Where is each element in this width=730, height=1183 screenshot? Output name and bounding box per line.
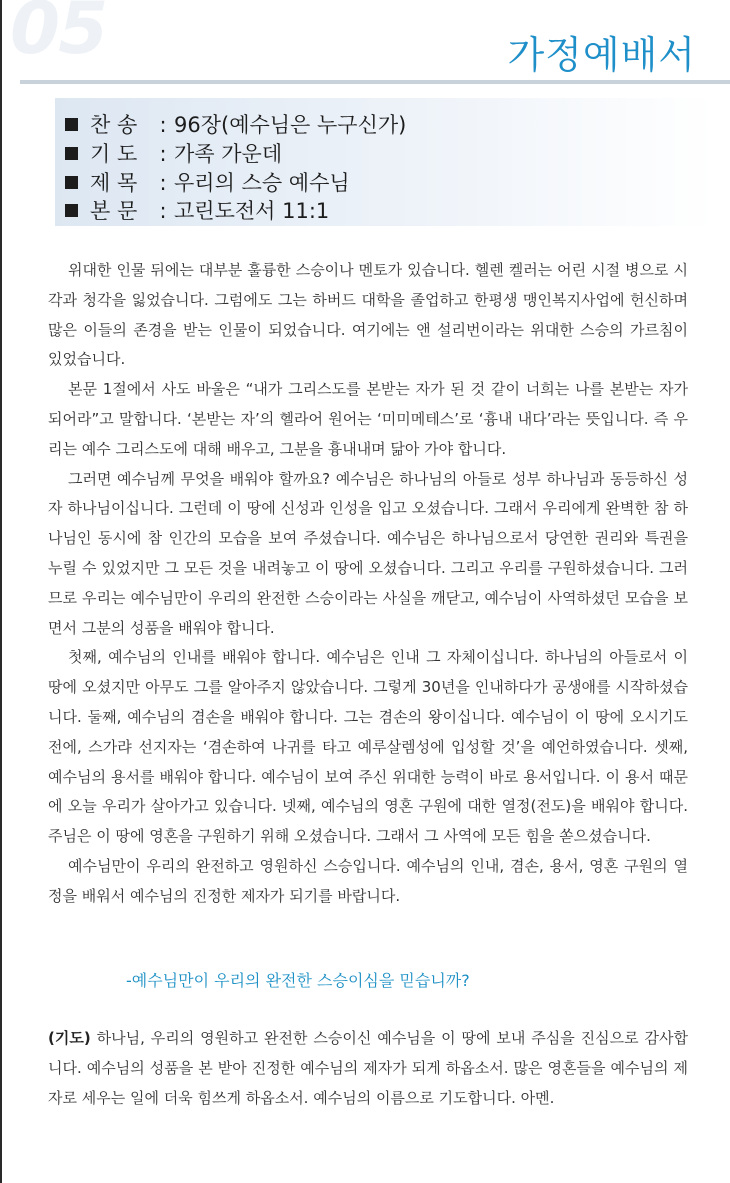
info-row-prayer: 기 도 : 가족 가운데: [65, 138, 282, 168]
sermon-body: [48, 256, 688, 912]
reflection-question: -예수님만이 우리의 완전한 스승이심을 믿습니까?: [126, 971, 470, 990]
prayer-label: (기도): [48, 1029, 91, 1047]
paragraph: 첫째, 예수님의 인내를 배워야 합니다. 예수님은 인내 그 자체이십니다. 하나님의 아들로서 이 땅에 오셨지만 아무도 그를 알아주지 않았습니다. 그렇게 30년을 인내하다가 공생애를 시작하셨습니다. 둘째, 예수님의 겸손을 배워야 합니다. 그는 겸손의 왕이십니다. 예수님이 이 땅에 오시기도 전에, 스가랴 선지자는 ‘겸손하여 나귀를 타고 예루살렘성에 입성할 것’을 예언하였습니다. 셋째, 예수님의 용서를 배워야 합니다. 예수님이 보여 주신 위대한 능력이 바로 용서입니다. 이 용서 때문에 오늘 우리가 살아가고 있습니다. 넷째, 예수님의 영혼 구원에 대한 열정(전도)을 배워야 합니다. 주님은 이 땅에 영혼을 구원하기 위해 오셨습니다. 그래서 그 사역에 모든 힘을 쏟으셨습니다.: [48, 648, 688, 846]
info-value: 96장(예수님은 누구신가): [174, 113, 407, 137]
square-bullet-icon: [65, 147, 78, 160]
info-row-scripture: 본 문 : 고린도전서 11:1: [65, 195, 329, 225]
info-value: 우리의 스승 예수님: [174, 171, 350, 195]
info-label: 제 목: [90, 171, 138, 195]
page-title: 가정예배서: [507, 33, 696, 77]
left-border-line: [0, 0, 2, 1183]
square-bullet-icon: [65, 204, 78, 217]
info-label: 찬 송: [90, 113, 138, 137]
page-number: 05: [10, 0, 107, 70]
prayer-text: 하나님, 우리의 영원하고 완전한 스승이신 예수님을 이 땅에 보내 주심을 진심으로 감사합니다. 예수님의 성품을 본 받아 진정한 예수님의 제자가 되게 하옵소서. 많은 영혼들을 예수님의 제자로 세우는 일에 더욱 힘쓰게 하옵소서. 예수님의 이름으로 기도합니다. 아멘.: [48, 1029, 688, 1107]
info-value: 고린도전서 11:1: [174, 199, 330, 223]
paragraph: 위대한 인물 뒤에는 대부분 훌륭한 스승이나 멘토가 있습니다. 헬렌 켈러는 어린 시절 병으로 시각과 청각을 잃었습니다. 그럼에도 그는 하버드 대학을 졸업하고 한평생 맹인복지사업에 헌신하며 많은 이들의 존경을 받는 인물이 되었습니다. 여기에는 앤 설리번이라는 위대한 스승의 가르침이 있었습니다.: [48, 261, 688, 369]
info-row-subject: 제 목 : 우리의 스승 예수님: [65, 167, 350, 197]
square-bullet-icon: [65, 176, 78, 189]
paragraph: 예수님만이 우리의 완전하고 영원하신 스승입니다. 예수님의 인내, 겸손, 용서, 영혼 구원의 열정을 배워서 예수님의 진정한 제자가 되기를 바랍니다.: [48, 856, 688, 905]
paragraph: 그러면 예수님께 무엇을 배워야 할까요? 예수님은 하나님의 아들로 성부 하나님과 동등하신 성자 하나님이십니다. 그런데 이 땅에 신성과 인성을 입고 오셨습니다. 그래서 우리에게 완벽한 참 하나님인 동시에 참 인간의 모습을 보여 주셨습니다. 예수님은 하나님으로서 당연한 권리와 특권을 누릴 수 있었지만 그 모든 것을 내려놓고 이 땅에 오셨습니다. 그리고 우리를 구원하셨습니다. 그러므로 우리는 예수님만이 우리의 완전한 스승이라는 사실을 깨닫고, 예수님이 사역하셨던 모습을 보면서 그분의 성품을 배워야 합니다.: [48, 469, 688, 637]
title-divider: [20, 80, 730, 84]
paragraph: 본문 1절에서 사도 바울은 “내가 그리스도를 본받는 자가 된 것 같이 너희는 나를 본받는 자가 되어라”고 말합니다. ‘본받는 자’의 헬라어 원어는 ‘미미메테스’로 ‘흉내 내다’라는 뜻입니다. 즉 우리는 예수 그리스도에 대해 배우고, 그분을 흉내내며 닮아 가야 합니다.: [48, 380, 688, 458]
closing-prayer: [48, 1024, 688, 1113]
info-value: 가족 가운데: [174, 142, 283, 166]
info-label: 기 도: [90, 142, 138, 166]
info-row-hymn: 찬 송 : 96장(예수님은 누구신가): [65, 109, 406, 139]
service-info-box: [55, 98, 715, 226]
info-label: 본 문: [90, 199, 138, 223]
square-bullet-icon: [65, 118, 78, 131]
